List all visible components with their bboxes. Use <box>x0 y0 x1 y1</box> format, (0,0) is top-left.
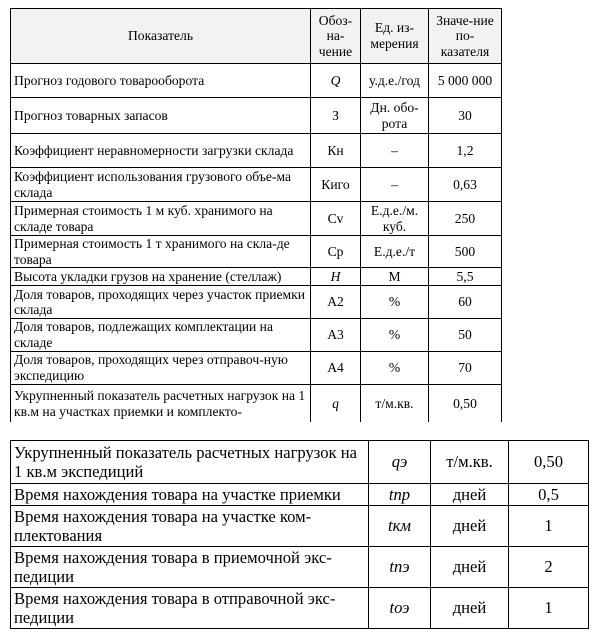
row-name: Коэффициент использования грузового объе-ма склада <box>11 168 311 202</box>
row-name: Прогноз товарных запасов <box>11 98 311 134</box>
row-name: Примерная стоимость 1 м куб. хранимого на складе товара <box>11 202 311 236</box>
row-symbol: qэ <box>369 441 431 484</box>
row-unit: – <box>361 134 429 168</box>
row-symbol: Cp <box>311 236 361 268</box>
row-value: 1,2 <box>429 134 502 168</box>
header-indicator: Показатель <box>11 9 311 64</box>
row-value: 500 <box>429 236 502 268</box>
row-value: 50 <box>429 319 502 351</box>
indicators-table-part2 <box>10 440 589 629</box>
row-value: 70 <box>429 351 502 384</box>
row-name: Время нахождения товара в отправочной экс-педиции <box>11 588 369 629</box>
row-unit: дней <box>431 506 509 547</box>
row-symbol: tпэ <box>369 547 431 588</box>
indicators-table-part1 <box>10 8 502 425</box>
table-header-row <box>11 9 502 64</box>
row-unit: % <box>361 319 429 351</box>
row-name: Доля товаров, проходящих через участок приемки склада <box>11 286 311 319</box>
row-name: Высота укладки грузов на хранение (стеллаж) <box>11 268 311 286</box>
row-value: 250 <box>429 202 502 236</box>
row-symbol: tкм <box>369 506 431 547</box>
row-name: Время нахождения товара в приемочной экс-педиции <box>11 547 369 588</box>
table-row <box>11 547 589 588</box>
row-name: Доля товаров, проходящих через отправоч-ную экспедицию <box>11 351 311 384</box>
row-unit: дней <box>431 484 509 506</box>
row-symbol: Кн <box>311 134 361 168</box>
row-name: Прогноз годового товарооборота <box>11 64 311 98</box>
row-name: Укрупненный показатель расчетных нагрузок на 1 кв.м экспедиций <box>11 441 369 484</box>
row-symbol: З <box>311 98 361 134</box>
row-unit: у.д.е./год <box>361 64 429 98</box>
table-row <box>11 236 502 268</box>
row-unit: дней <box>431 588 509 629</box>
header-symbol: Обоз-на-чение <box>311 9 361 64</box>
table-row <box>11 64 502 98</box>
row-value: 0,5 <box>509 484 589 506</box>
row-symbol: А2 <box>311 286 361 319</box>
row-symbol: Киго <box>311 168 361 202</box>
row-name: Коэффициент неравномерности загрузки склада <box>11 134 311 168</box>
table-row <box>11 441 589 484</box>
header-value: Значе-ние по-казателя <box>429 9 502 64</box>
row-name: Время нахождения товара на участке приемки <box>11 484 369 506</box>
row-symbol: tоэ <box>369 588 431 629</box>
row-value: 30 <box>429 98 502 134</box>
row-value: 0,50 <box>509 441 589 484</box>
row-value: 0,50 <box>429 384 502 424</box>
table-row <box>11 134 502 168</box>
row-value: 0,63 <box>429 168 502 202</box>
row-symbol: H <box>311 268 361 286</box>
row-unit: М <box>361 268 429 286</box>
row-name: Время нахождения товара на участке ком-плектования <box>11 506 369 547</box>
row-symbol: Q <box>311 64 361 98</box>
table-row <box>11 588 589 629</box>
row-symbol: Cv <box>311 202 361 236</box>
table-row <box>11 98 502 134</box>
row-unit: Е.д.е./м. куб. <box>361 202 429 236</box>
table-row <box>11 268 502 286</box>
row-unit: дней <box>431 547 509 588</box>
row-symbol: А3 <box>311 319 361 351</box>
row-unit: Е.д.е./т <box>361 236 429 268</box>
row-symbol: А4 <box>311 351 361 384</box>
row-symbol: tпр <box>369 484 431 506</box>
row-unit: % <box>361 351 429 384</box>
row-name: Доля товаров, подлежащих комплектации на складе <box>11 319 311 351</box>
row-value: 1 <box>509 588 589 629</box>
page-break-gap <box>0 422 602 436</box>
row-unit: % <box>361 286 429 319</box>
table-row <box>11 351 502 384</box>
row-name: Укрупненный показатель расчетных нагрузок на 1 кв.м на участках приемки и комплекто- <box>11 384 311 424</box>
row-value: 5 000 000 <box>429 64 502 98</box>
row-name: Примерная стоимость 1 т хранимого на скла-де товара <box>11 236 311 268</box>
table-row <box>11 168 502 202</box>
row-unit: т/м.кв. <box>431 441 509 484</box>
table-row <box>11 286 502 319</box>
row-unit: т/м.кв. <box>361 384 429 424</box>
row-value: 5,5 <box>429 268 502 286</box>
header-unit: Ед. из-мерения <box>361 9 429 64</box>
row-value: 60 <box>429 286 502 319</box>
table-row <box>11 506 589 547</box>
table-row <box>11 384 502 424</box>
row-unit: Дн. обо-рота <box>361 98 429 134</box>
table-row <box>11 319 502 351</box>
row-value: 2 <box>509 547 589 588</box>
row-value: 1 <box>509 506 589 547</box>
row-unit: – <box>361 168 429 202</box>
table-row <box>11 202 502 236</box>
row-symbol: q <box>311 384 361 424</box>
table-row <box>11 484 589 506</box>
